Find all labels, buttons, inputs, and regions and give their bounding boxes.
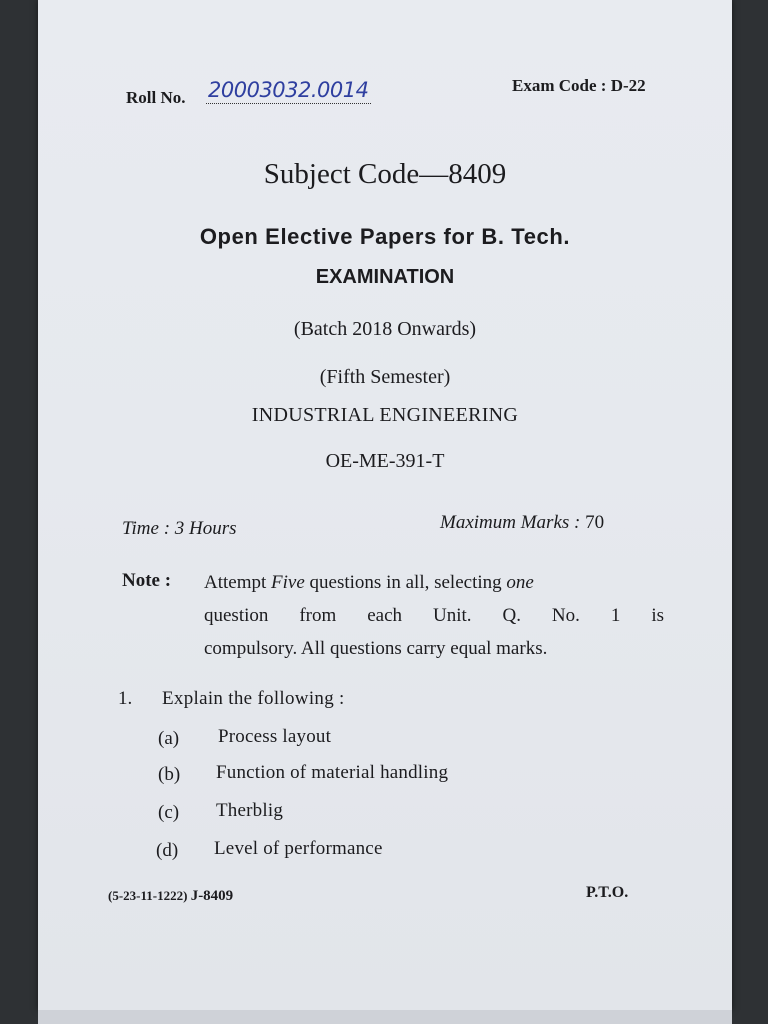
question-part-label: (a) — [158, 728, 180, 749]
note-line-3: compulsory. All questions carry equal marks. — [204, 638, 548, 659]
note-label: Note : — [122, 570, 172, 591]
program-title: Open Elective Papers for B. Tech. — [199, 224, 571, 249]
question-part-text: Level of performance — [214, 838, 383, 859]
question-part-text: Function of material handling — [216, 762, 449, 783]
question-part-text: Therblig — [216, 800, 284, 821]
note-text — [204, 566, 664, 665]
course-name: INDUSTRIAL ENGINEERING — [251, 404, 519, 426]
batch-info: (Batch 2018 Onwards) — [293, 318, 477, 340]
maximum-marks — [440, 512, 604, 534]
print-code-number: (5-23-11-1222) — [108, 888, 188, 903]
note-emphasis-five: Five — [271, 572, 305, 593]
question-part-label: (d) — [156, 840, 179, 861]
print-code — [108, 888, 233, 905]
question-text: Explain the following : — [162, 688, 345, 709]
question-part-label: (b) — [158, 764, 181, 785]
maximum-marks-value: 70 — [585, 512, 605, 533]
question-part-label: (c) — [158, 802, 180, 823]
note-text-part: Attempt — [204, 572, 272, 593]
semester-info: (Fifth Semester) — [319, 366, 451, 388]
roll-number-label: Roll No. — [126, 88, 186, 107]
note-text-part: questions in all, selecting — [304, 572, 507, 593]
note-line-2: question from each Unit. Q. No. 1 is — [204, 605, 664, 626]
subject-code: Subject Code—8409 — [263, 158, 507, 190]
exam-code: Exam Code : D-22 — [512, 76, 646, 95]
please-turn-over: P.T.O. — [586, 884, 629, 901]
note-emphasis-one: one — [506, 572, 534, 593]
question-part-text: Process layout — [218, 726, 332, 747]
time-allowed: Time : 3 Hours — [122, 518, 237, 539]
maximum-marks-label: Maximum Marks : — [440, 512, 586, 533]
next-page-edge — [38, 1010, 732, 1024]
paper-code: J-8409 — [190, 888, 234, 904]
question-number: 1. — [118, 688, 133, 709]
roll-number-value: 20003032.0014 — [208, 78, 369, 102]
examination-heading: EXAMINATION — [315, 266, 455, 288]
course-code: OE-ME-391-T — [325, 450, 445, 472]
exam-paper — [38, 0, 732, 1010]
note-line-1 — [204, 566, 664, 599]
